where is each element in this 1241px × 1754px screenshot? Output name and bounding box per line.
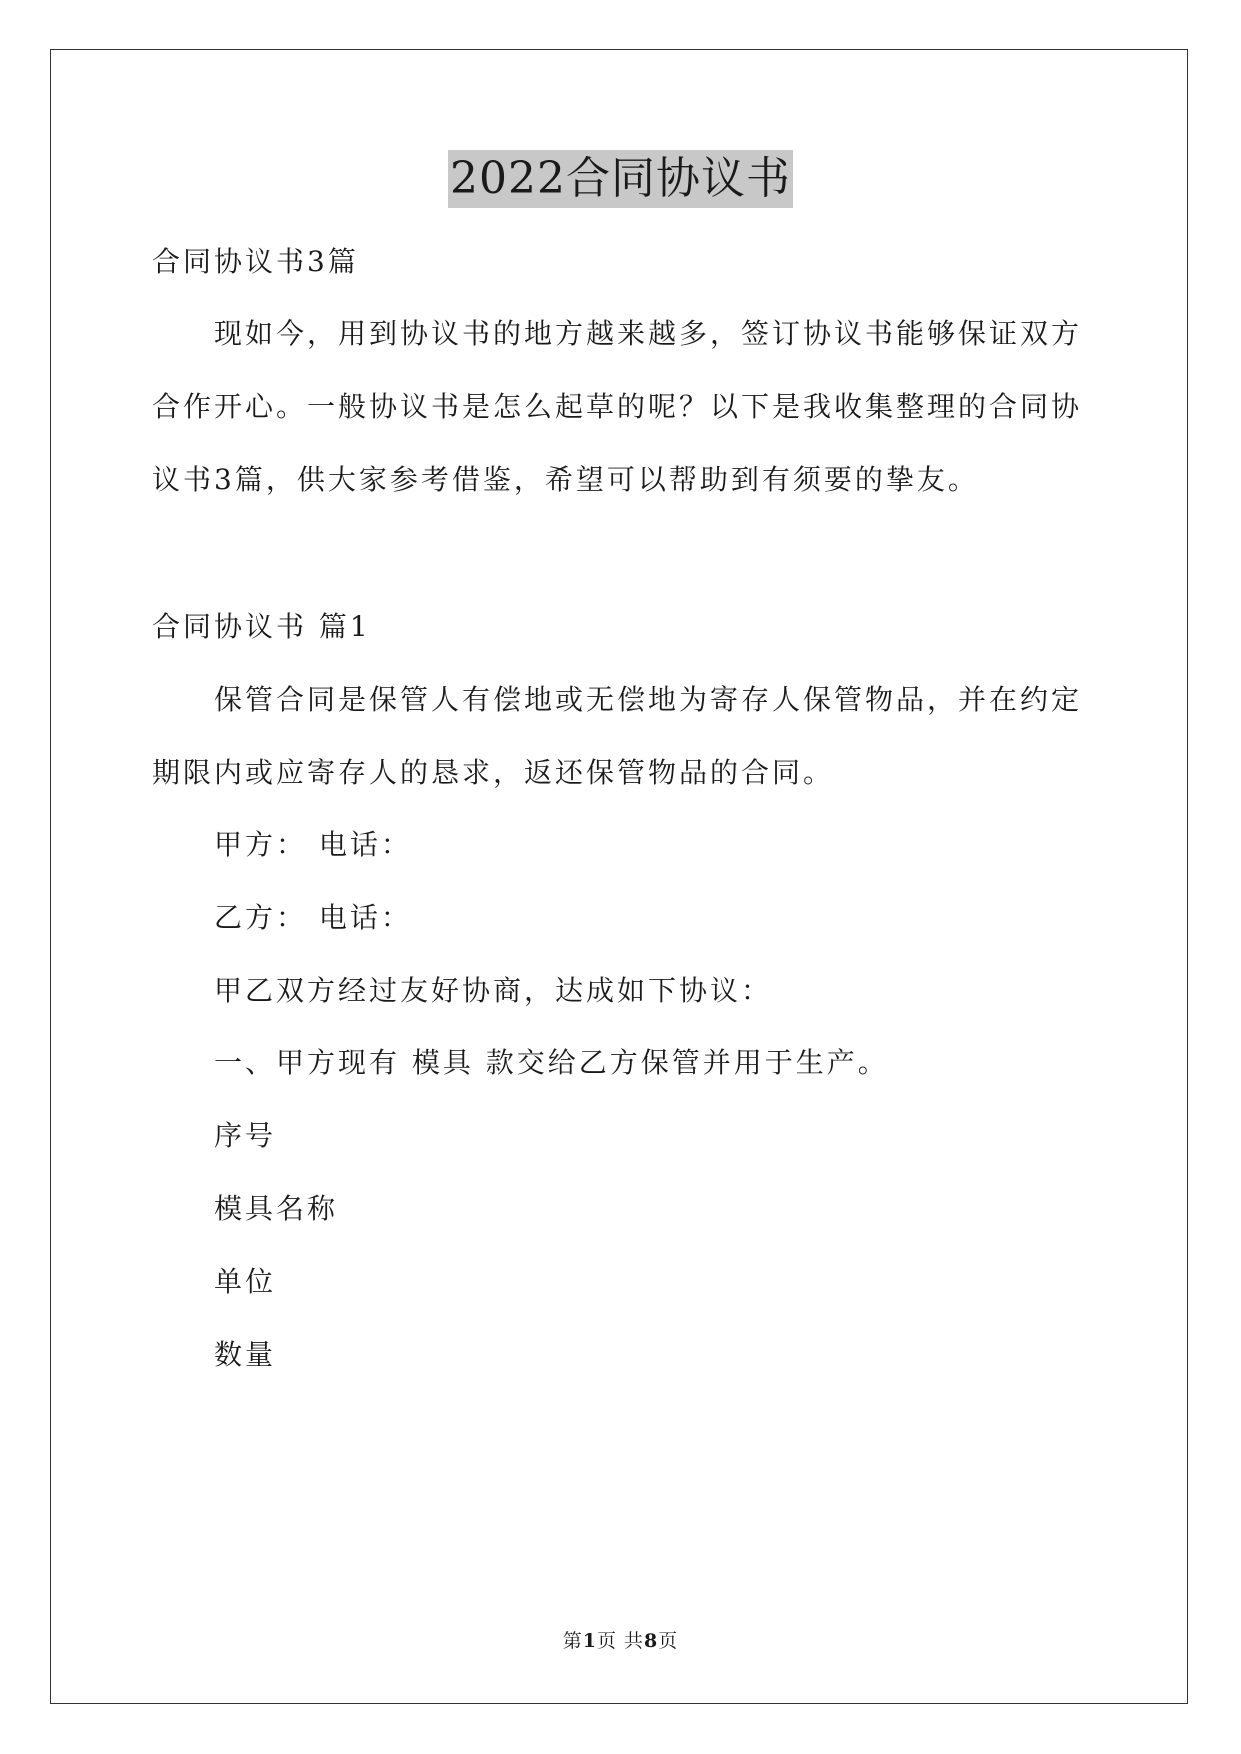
agreement-intro: 甲乙双方经过友好协商，达成如下协议： xyxy=(214,974,773,1007)
subtitle: 合同协议书3篇 xyxy=(152,245,359,278)
footer-suffix: 页 xyxy=(658,1630,679,1652)
footer-current-page: 1 xyxy=(582,1630,597,1652)
definition-line-2: 期限内或应寄存人的恳求，返还保管物品的合同。 xyxy=(152,756,835,789)
table-header-unit: 单位 xyxy=(214,1265,277,1298)
footer-total-pages: 8 xyxy=(644,1630,659,1652)
intro-line-2: 合作开心。一般协议书是怎么起草的呢？以下是我收集整理的合同协 xyxy=(152,390,1083,423)
definition-line-1: 保管合同是保管人有偿地或无偿地为寄存人保管物品，并在约定 xyxy=(214,683,1083,716)
intro-line-1: 现如今，用到协议书的地方越来越多，签订协议书能够保证双方 xyxy=(214,317,1083,350)
document-title: 2022合同协议书 xyxy=(448,150,793,208)
table-header-mold-name: 模具名称 xyxy=(214,1192,339,1225)
table-header-index: 序号 xyxy=(214,1119,277,1152)
intro-line-3: 议书3篇，供大家参考借鉴，希望可以帮助到有须要的挚友。 xyxy=(152,463,979,496)
party-b-line: 乙方： 电话： xyxy=(214,901,412,934)
section-heading: 合同协议书 篇1 xyxy=(152,610,371,643)
footer-prefix: 第 xyxy=(562,1630,583,1652)
party-a-line: 甲方： 电话： xyxy=(214,828,412,861)
clause-1: 一、甲方现有 模具 款交给乙方保管并用于生产。 xyxy=(214,1046,889,1079)
page-border xyxy=(50,49,1188,1704)
page-footer xyxy=(0,1626,1241,1653)
table-header-quantity: 数量 xyxy=(214,1338,277,1371)
footer-middle: 页 共 xyxy=(596,1630,645,1652)
title-container xyxy=(0,150,1241,208)
